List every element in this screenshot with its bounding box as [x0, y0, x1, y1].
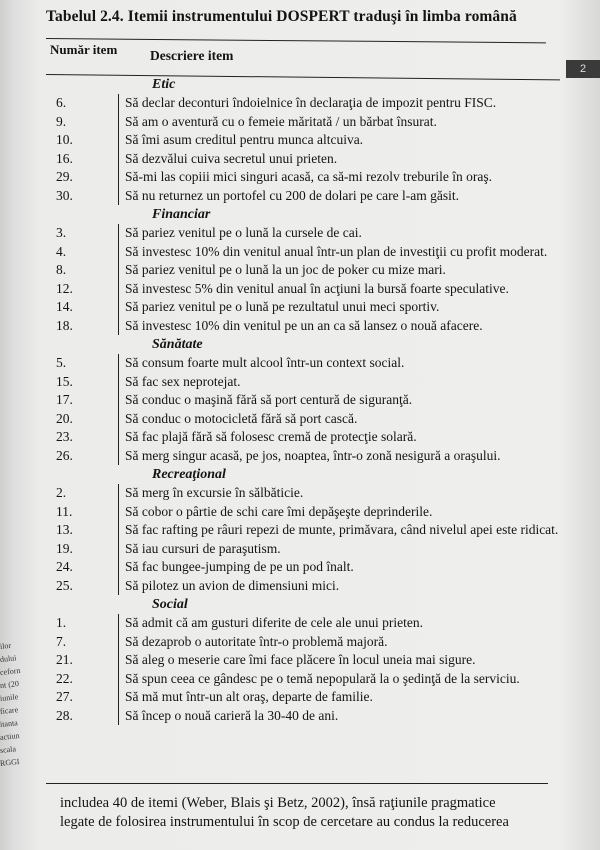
table-row [46, 280, 566, 299]
item-number: 29. [56, 169, 73, 184]
item-number: 3. [56, 225, 67, 240]
table-row [46, 503, 566, 522]
item-number: 7. [56, 633, 67, 649]
item-description: Să aleg o meserie care îmi face plăcere în locul uneia mai sigure. [118, 651, 565, 670]
item-description: Să spun ceea ce gândesc pe o temă nepopulară la o şedinţă de la serviciu. [118, 670, 565, 689]
item-description: Să fac sex neprotejat. [118, 373, 565, 392]
item-number: 4. [56, 243, 67, 259]
item-description: Să nu returnez un portofel cu 200 de dolari pe care l-am găsit. [118, 187, 565, 206]
item-description: Să investesc 5% din venitul anual în acţiuni la bursă foarte speculative. [118, 280, 565, 299]
table-row [46, 688, 566, 707]
item-description: Să iau cursuri de paraşutism. [118, 540, 565, 559]
item-number: 21. [56, 652, 73, 667]
item-description: Să pariez venitul pe o lună la cursele de cai. [118, 224, 565, 243]
margin-fragment: ceforn [0, 665, 21, 677]
item-description: Să dezvălui cuiva secretul unui prieten. [118, 150, 565, 169]
item-description: Să pilotez un avion de dimensiuni mici. [118, 577, 565, 596]
margin-fragment: RGGI [0, 756, 20, 768]
table-row [46, 447, 566, 466]
table-row [46, 577, 566, 596]
item-number: 11. [56, 503, 73, 519]
item-number: 13. [56, 522, 73, 537]
table-row [46, 224, 566, 243]
item-number: 30. [56, 187, 73, 203]
table-row [46, 391, 566, 410]
column-header-number: Număr item [50, 42, 118, 57]
item-description: Să cobor o pârtie de schi care îmi depăşeşte deprinderile. [118, 503, 565, 522]
body-text-line: legate de folosirea instrumentului în scop de cercetare au condus la reducerea [60, 814, 509, 830]
table-row [46, 317, 566, 336]
table-row [46, 354, 566, 373]
item-number: 25. [56, 577, 73, 593]
section-heading: Etic [152, 77, 176, 92]
item-description: Să pariez venitul pe o lună la un joc de poker cu mize mari. [118, 261, 565, 280]
top-rule [46, 38, 546, 43]
body-text-line: includea 40 de itemi (Weber, Blais şi Betz, 2002), însă raţiunile pragmatice [60, 795, 496, 811]
margin-fragment: itanta [0, 718, 19, 729]
item-description: Să-mi las copiii mici singuri acasă, ca să-mi rezolv treburile în oraş. [118, 168, 565, 187]
adjacent-page-margin [0, 640, 22, 850]
margin-fragment: iunile [0, 692, 19, 703]
column-header-description: Descriere item [150, 48, 234, 63]
item-description: Să declar deconturi îndoielnice în declaraţia de impozit pentru FISC. [118, 94, 565, 113]
table-row [46, 428, 566, 447]
item-number: 15. [56, 373, 73, 389]
item-number: 9. [56, 113, 67, 129]
table-row [46, 373, 566, 392]
section-heading: Sănătate [152, 337, 203, 352]
item-number: 23. [56, 429, 73, 444]
margin-fragment: ficare [0, 705, 19, 716]
item-description: Să dezaprob o autoritate într-o problemă majoră. [118, 633, 565, 652]
item-number: 24. [56, 559, 73, 574]
item-number: 5. [56, 355, 67, 370]
margin-fragment: actiun [0, 730, 20, 742]
table-row [46, 261, 566, 280]
item-description: Să consum foarte mult alcool într-un context social. [118, 354, 565, 373]
table-row [46, 633, 566, 652]
table-row [46, 131, 566, 150]
item-description: Să merg în excursie în sălbăticie. [118, 484, 565, 503]
table-row [46, 521, 566, 540]
section-heading: Social [152, 597, 188, 612]
item-number: 22. [56, 670, 73, 686]
item-number: 1. [56, 615, 67, 630]
item-number: 12. [56, 280, 73, 296]
table-title: Tabelul 2.4. Itemii instrumentului DOSPERT traduşi în limba română [46, 8, 517, 25]
item-number: 28. [56, 707, 73, 723]
margin-fragment: dului [0, 653, 17, 664]
item-number: 20. [56, 410, 73, 426]
item-description: Să admit că am gusturi diferite de cele ale unui prieten. [118, 614, 565, 633]
margin-fragment: scala [0, 744, 17, 755]
item-number: 19. [56, 540, 73, 556]
table-row [46, 94, 566, 113]
table-row [46, 187, 566, 206]
item-description: Să încep o nouă carieră la 30-40 de ani. [118, 707, 565, 726]
section-heading: Financiar [152, 207, 211, 222]
table-row [46, 243, 566, 262]
body-text [60, 794, 560, 832]
item-description: Să investesc 10% din venitul pe un an ca să lansez o nouă afacere. [118, 317, 565, 336]
item-description: Să mă mut într-un alt oraş, departe de familie. [118, 688, 565, 707]
item-description: Să conduc o maşină fără să port centură de siguranţă. [118, 391, 565, 410]
table-row [46, 540, 566, 559]
table-row [46, 410, 566, 429]
item-description: Să fac bungee-jumping de pe un pod înalt. [118, 558, 565, 577]
table-row [46, 651, 566, 670]
table-row [46, 168, 566, 187]
table-row [46, 558, 566, 577]
chapter-tab: 2 [566, 60, 600, 78]
item-description: Să pariez venitul pe o lună pe rezultatul unui meci sportiv. [118, 298, 565, 317]
section-heading: Recreaţional [152, 467, 226, 482]
item-number: 18. [56, 317, 73, 333]
margin-fragment: nt (20 [0, 679, 20, 690]
bottom-rule [46, 783, 548, 784]
table-row [46, 298, 566, 317]
table-row [46, 113, 566, 132]
item-number: 10. [56, 132, 73, 147]
item-description: Să îmi asum creditul pentru munca altcuiva. [118, 131, 565, 150]
item-number: 27. [56, 689, 73, 704]
item-number: 6. [56, 95, 67, 110]
table-row [46, 707, 566, 726]
items-table [46, 75, 566, 725]
item-number: 2. [56, 485, 67, 500]
item-number: 26. [56, 447, 73, 463]
item-description: Să merg singur acasă, pe jos, noaptea, într-o zonă nesigură a oraşului. [118, 447, 565, 466]
item-description: Să conduc o motocicletă fără să port cască. [118, 410, 565, 429]
item-number: 16. [56, 150, 73, 166]
table-row [46, 484, 566, 503]
item-description: Să am o aventură cu o femeie măritată / un bărbat însurat. [118, 113, 565, 132]
item-number: 8. [56, 262, 67, 277]
table-row [46, 614, 566, 633]
item-description: Să fac rafting pe râuri repezi de munte, primăvara, când nivelul apei este ridicat. [118, 521, 565, 540]
item-number: 17. [56, 392, 73, 407]
item-description: Să fac plajă fără să folosesc cremă de protecţie solară. [118, 428, 565, 447]
table-row [46, 150, 566, 169]
item-number: 14. [56, 299, 73, 314]
table-row [46, 670, 566, 689]
item-description: Să investesc 10% din venitul anual într-un plan de investiţii cu profit moderat. [118, 243, 565, 262]
margin-fragment: ilor [0, 640, 12, 651]
